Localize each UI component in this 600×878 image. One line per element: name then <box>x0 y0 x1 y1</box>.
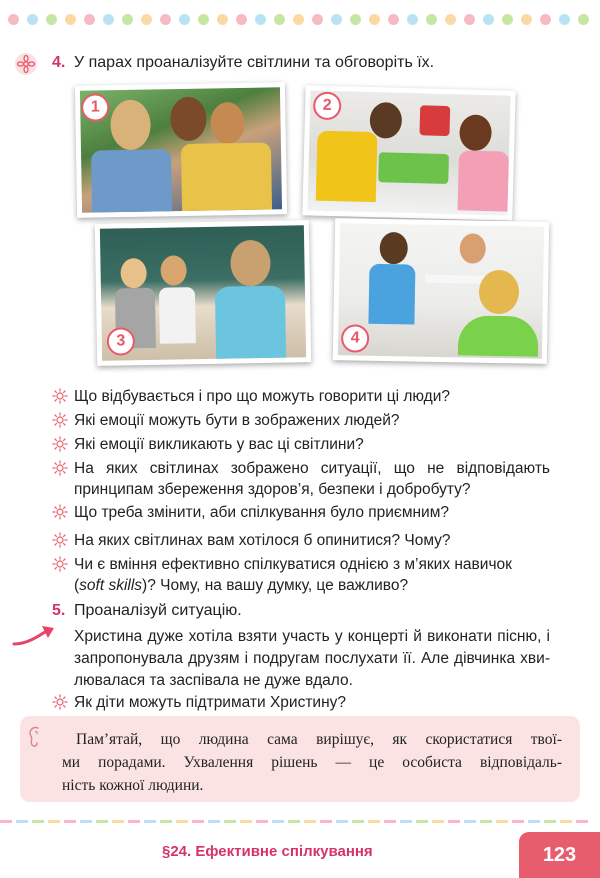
decorative-dot <box>27 14 38 25</box>
decorative-dash <box>304 820 316 823</box>
decorative-dash <box>400 820 412 823</box>
photo-label-2: 2 <box>313 91 342 120</box>
decorative-dash <box>176 820 188 823</box>
decorative-dash <box>336 820 348 823</box>
remember-line: Пам’ятай, що людина сама вирішує, як скористатися твої- <box>76 731 562 748</box>
decorative-dot <box>293 14 304 25</box>
decorative-dash <box>80 820 92 823</box>
decorative-dot <box>179 14 190 25</box>
decorative-dot <box>8 14 19 25</box>
photo-3 <box>95 220 311 366</box>
question-item <box>74 554 512 596</box>
task-5-story <box>74 626 550 692</box>
decorative-dash <box>528 820 540 823</box>
question-text: Які емоції викликають у вас ці світлини? <box>74 436 364 453</box>
sun-bullet-icon <box>52 412 68 428</box>
decorative-dots-row <box>0 14 600 28</box>
decorative-dot <box>464 14 475 25</box>
arrow-icon <box>12 624 56 648</box>
remember-line: ми порадами. Ухвалення рішень — це особиста відповідаль- <box>62 754 562 771</box>
question-text: На яких світлинах вам хотілося б опинитися? Чому? <box>74 532 451 549</box>
decorative-dash <box>48 820 60 823</box>
decorative-dot <box>274 14 285 25</box>
story-line: Христина дуже хотіла взяти участь у концерті й виконати пісню, і <box>74 628 550 645</box>
remember-line: ність кожної людини. <box>62 777 204 794</box>
question-text-line: На яких світлинах зображено ситуації, що не відповідають <box>74 460 550 477</box>
story-line: лювалася та заспівала не дуже вдало. <box>74 672 353 689</box>
decorative-dash <box>240 820 252 823</box>
sun-bullet-icon <box>52 532 68 548</box>
sun-bullet-icon <box>52 436 68 452</box>
decorative-dash <box>432 820 444 823</box>
remember-text <box>62 728 562 797</box>
sun-bullet-icon <box>52 460 68 476</box>
question-item <box>74 410 400 431</box>
decorative-dot <box>445 14 456 25</box>
decorative-dot <box>502 14 513 25</box>
story-line: запропонувала друзям і подругам послухати її. Але дівчинка хви- <box>74 650 550 667</box>
decorative-dash <box>544 820 556 823</box>
decorative-dash <box>224 820 236 823</box>
task-5-title: Проаналізуй ситуацію. <box>74 602 242 619</box>
decorative-dot <box>160 14 171 25</box>
decorative-dot <box>255 14 266 25</box>
decorative-dash <box>464 820 476 823</box>
decorative-dash <box>448 820 460 823</box>
decorative-dash <box>160 820 172 823</box>
decorative-dash <box>64 820 76 823</box>
footer-dashed-line <box>0 820 600 824</box>
task-4-number: 4. <box>52 54 66 71</box>
photo-label-3: 3 <box>107 327 135 355</box>
decorative-dash <box>496 820 508 823</box>
question-text: Що треба змінити, аби спілкування було приємним? <box>74 504 449 521</box>
decorative-dash <box>256 820 268 823</box>
decorative-dot <box>103 14 114 25</box>
decorative-dot <box>65 14 76 25</box>
decorative-dash <box>320 820 332 823</box>
flower-icon <box>14 52 38 76</box>
sun-bullet-icon <box>52 556 68 572</box>
question-text-line: принципам збереження здоров’я, безпеки і добробуту? <box>74 481 471 498</box>
soft-skills-term: soft skills <box>79 577 143 594</box>
question-text: Що відбувається і про що можуть говорити ці люди? <box>74 388 450 405</box>
question-item <box>74 530 451 551</box>
decorative-dash <box>16 820 28 823</box>
decorative-dot <box>331 14 342 25</box>
decorative-dash <box>576 820 588 823</box>
decorative-dash <box>416 820 428 823</box>
decorative-dot <box>217 14 228 25</box>
decorative-dash <box>32 820 44 823</box>
decorative-dot <box>407 14 418 25</box>
decorative-dot <box>122 14 133 25</box>
question-item <box>74 434 364 455</box>
decorative-dot <box>312 14 323 25</box>
question-item <box>74 458 550 500</box>
sun-bullet-icon <box>52 504 68 520</box>
decorative-dash <box>288 820 300 823</box>
question-text: Як діти можуть підтримати Христину? <box>74 694 347 711</box>
photo-label-4: 4 <box>341 324 369 352</box>
decorative-dash <box>128 820 140 823</box>
decorative-dot <box>388 14 399 25</box>
decorative-dash <box>352 820 364 823</box>
decorative-dash <box>0 820 12 823</box>
decorative-dot <box>141 14 152 25</box>
decorative-dot <box>84 14 95 25</box>
decorative-dash <box>480 820 492 823</box>
question-text-tail: )? Чому, на вашу думку, це важливо? <box>142 577 409 594</box>
decorative-dash <box>560 820 572 823</box>
decorative-dot <box>559 14 570 25</box>
decorative-dash <box>192 820 204 823</box>
decorative-dot <box>426 14 437 25</box>
decorative-dot <box>540 14 551 25</box>
decorative-dash <box>368 820 380 823</box>
decorative-dot <box>350 14 361 25</box>
decorative-dot <box>483 14 494 25</box>
sun-bullet-icon <box>52 694 68 710</box>
task-4-instruction: У парах проаналізуйте світлини та обговоріть їх. <box>74 54 435 71</box>
decorative-dash <box>384 820 396 823</box>
decorative-dash <box>144 820 156 823</box>
page-number: 123 <box>519 832 600 878</box>
decorative-dot <box>198 14 209 25</box>
decorative-dash <box>112 820 124 823</box>
sun-bullet-icon <box>52 388 68 404</box>
question-item <box>74 502 449 523</box>
question-text-line: Чи є вміння ефективно спілкуватися однією з м’яких навичок <box>74 556 512 573</box>
decorative-dot <box>236 14 247 25</box>
decorative-dash <box>272 820 284 823</box>
decorative-dot <box>369 14 380 25</box>
photo-4 <box>333 218 549 364</box>
paren-open: ( <box>74 577 80 594</box>
photo-2 <box>302 85 515 220</box>
question-item <box>74 692 346 713</box>
task-5-number: 5. <box>52 602 66 619</box>
decorative-dot <box>46 14 57 25</box>
ear-icon <box>26 724 44 748</box>
question-text: Які емоції можуть бути в зображених людей? <box>74 412 400 429</box>
photo-1 <box>75 82 287 218</box>
decorative-dash <box>512 820 524 823</box>
question-text-line <box>74 575 512 596</box>
decorative-dot <box>578 14 589 25</box>
footer-section-title: §24. Ефективне спілкування <box>162 843 373 860</box>
photo-label-1: 1 <box>81 93 109 121</box>
decorative-dash <box>208 820 220 823</box>
decorative-dash <box>96 820 108 823</box>
decorative-dot <box>521 14 532 25</box>
question-item <box>74 386 450 407</box>
